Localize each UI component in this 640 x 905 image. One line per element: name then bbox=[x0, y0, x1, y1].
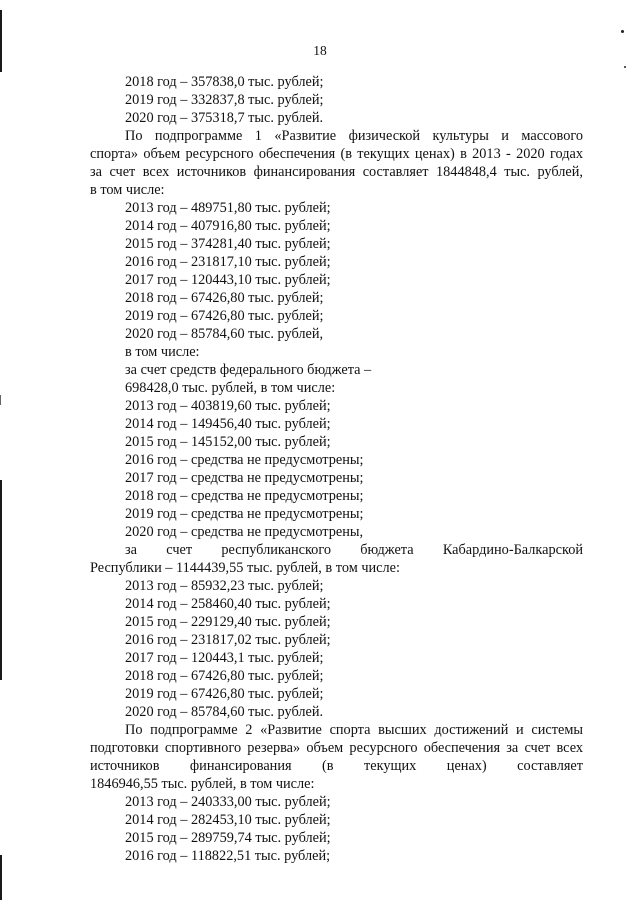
text-line: 698428,0 тыс. рублей, в том числе: bbox=[125, 380, 336, 396]
text-line: в том числе: bbox=[125, 344, 200, 360]
scan-edge-mark bbox=[0, 855, 2, 900]
text-line: источников финансирования (в текущих ценах) составляет bbox=[90, 758, 583, 774]
text-line: 2015 год – 229129,40 тыс. рублей; bbox=[125, 614, 331, 630]
text-line: 2014 год – 282453,10 тыс. рублей; bbox=[125, 812, 331, 828]
text-line: за счет всех источников финансирования составляет 1844848,4 тыс. рублей, bbox=[90, 164, 583, 180]
text-line: за счет республиканского бюджета Кабардино-Балкарской bbox=[125, 542, 583, 558]
text-line: 2018 год – 67426,80 тыс. рублей; bbox=[125, 668, 324, 684]
text-line: 2015 год – 289759,74 тыс. рублей; bbox=[125, 830, 331, 846]
text-line: 2013 год – 85932,23 тыс. рублей; bbox=[125, 578, 324, 594]
text-line: 2015 год – 145152,00 тыс. рублей; bbox=[125, 434, 331, 450]
text-line: 2014 год – 407916,80 тыс. рублей; bbox=[125, 218, 331, 234]
text-line: 2019 год – 67426,80 тыс. рублей; bbox=[125, 686, 324, 702]
text-line: подготовки спортивного резерва» объем ресурсного обеспечения за счет всех bbox=[90, 740, 583, 756]
text-line: 2017 год – 120443,1 тыс. рублей; bbox=[125, 650, 324, 666]
body-text bbox=[90, 73, 583, 865]
scan-edge-mark bbox=[0, 395, 1, 405]
text-line: 2016 год – 231817,10 тыс. рублей; bbox=[125, 254, 331, 270]
text-line: 2020 год – 85784,60 тыс. рублей, bbox=[125, 326, 324, 342]
text-line: 2019 год – 67426,80 тыс. рублей; bbox=[125, 308, 324, 324]
text-line: 2017 год – средства не предусмотрены; bbox=[125, 470, 364, 486]
text-line: Республики – 1144439,55 тыс. рублей, в том числе: bbox=[90, 560, 400, 576]
text-line: за счет средств федерального бюджета – bbox=[125, 362, 372, 378]
text-line: 2019 год – средства не предусмотрены; bbox=[125, 506, 364, 522]
text-line: По подпрограмме 2 «Развитие спорта высших достижений и системы bbox=[125, 722, 583, 738]
text-line: 2016 год – 118822,51 тыс. рублей; bbox=[125, 848, 331, 864]
text-line: 1846946,55 тыс. рублей, в том числе: bbox=[90, 776, 315, 792]
text-line: 2020 год – средства не предусмотрены, bbox=[125, 524, 364, 540]
text-line: 2014 год – 258460,40 тыс. рублей; bbox=[125, 596, 331, 612]
text-line: 2013 год – 403819,60 тыс. рублей; bbox=[125, 398, 331, 414]
text-line: 2016 год – 231817,02 тыс. рублей; bbox=[125, 632, 331, 648]
text-line: 2018 год – 67426,80 тыс. рублей; bbox=[125, 290, 324, 306]
text-line: спорта» объем ресурсного обеспечения (в текущих ценах) в 2013 - 2020 годах bbox=[90, 146, 583, 162]
scan-speck bbox=[621, 30, 624, 33]
text-line: 2018 год – 357838,0 тыс. рублей; bbox=[125, 74, 324, 90]
text-line: По подпрограмме 1 «Развитие физической культуры и массового bbox=[125, 128, 583, 144]
text-line: 2019 год – 332837,8 тыс. рублей; bbox=[125, 92, 324, 108]
text-line: 2018 год – средства не предусмотрены; bbox=[125, 488, 364, 504]
text-line: 2015 год – 374281,40 тыс. рублей; bbox=[125, 236, 331, 252]
scan-edge-mark bbox=[0, 10, 2, 72]
text-line: 2020 год – 375318,7 тыс. рублей. bbox=[125, 110, 324, 126]
text-line: 2020 год – 85784,60 тыс. рублей. bbox=[125, 704, 324, 720]
text-line: 2013 год – 489751,80 тыс. рублей; bbox=[125, 200, 331, 216]
text-line: 2017 год – 120443,10 тыс. рублей; bbox=[125, 272, 331, 288]
text-line: в том числе: bbox=[90, 182, 165, 198]
scan-speck bbox=[624, 66, 626, 68]
text-line: 2013 год – 240333,00 тыс. рублей; bbox=[125, 794, 331, 810]
text-line: 2016 год – средства не предусмотрены; bbox=[125, 452, 364, 468]
scan-edge-mark bbox=[0, 480, 2, 680]
page-number: 18 bbox=[313, 43, 327, 58]
text-line: 2014 год – 149456,40 тыс. рублей; bbox=[125, 416, 331, 432]
